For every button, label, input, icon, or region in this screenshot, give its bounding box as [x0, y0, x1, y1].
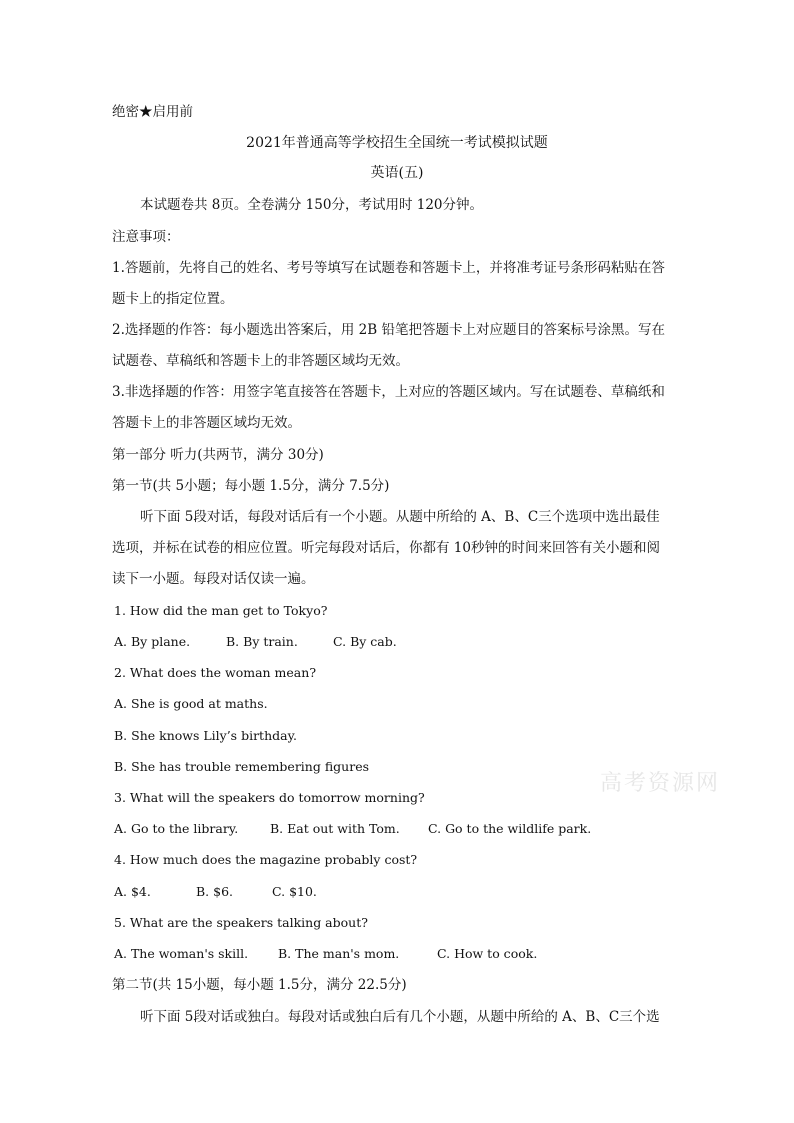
question-stem: 5. What are the speakers talking about? [114, 915, 368, 930]
section1-instructions-cont2: 读下一小题。每段对话仅读一遍。 [112, 571, 315, 587]
option-c: C. By cab. [333, 634, 397, 649]
notice-item-2: 2.选择题的作答：每小题选出答案后，用 2B 铅笔把答题卡上对应题目的答案标号涂黑。写在 [112, 322, 665, 338]
option-b: B. The man's mom. [278, 946, 400, 961]
option-a: A. She is good at maths. [114, 696, 268, 711]
option-c: C. How to cook. [437, 946, 538, 961]
question-stem: 1. How did the man get to Tokyo? [114, 603, 328, 618]
option-a: A. The woman's skill. [114, 946, 249, 961]
question-stem: 3. What will the speakers do tomorrow morning? [114, 790, 425, 805]
option-b: B. Eat out with Tom. [270, 821, 400, 836]
secret-label: 绝密★启用前 [112, 104, 193, 120]
option-c: C. Go to the wildlife park. [428, 821, 592, 836]
option-a: A. $4. [114, 884, 151, 899]
notice-item-3: 3.非选择题的作答：用签字笔直接答在答题卡，上对应的答题区域内。写在试题卷、草稿纸和 [112, 384, 665, 400]
option-c: B. She has trouble remembering figures [114, 759, 370, 774]
section1-instructions: 听下面 5段对话，每段对话后有一个小题。从题中所给的 A、B、C三个选项中选出最佳 [140, 509, 660, 525]
part1-heading: 第一部分 听力(共两节，满分 30分) [112, 447, 324, 463]
notice-item-3-cont: 答题卡上的非答题区域均无效。 [112, 415, 301, 431]
subject-title: 英语(五) [370, 165, 424, 181]
option-b: B. By train. [226, 634, 298, 649]
watermark: 高考资源网 [600, 771, 721, 796]
notice-item-1: 1.答题前，先将自己的姓名、考号等填写在试题卷和答题卡上，并将准考证号条形码粘贴在答 [112, 260, 665, 276]
notice-heading: 注意事项： [112, 229, 180, 245]
notice-item-1-cont: 题卡上的指定位置。 [112, 291, 234, 307]
option-b: B. $6. [196, 884, 234, 899]
intro-text: 本试题卷共 8页。全卷满分 150分，考试用时 120分钟。 [140, 197, 483, 213]
option-c: C. $10. [272, 884, 317, 899]
option-b: B. She knows Lily’s birthday. [114, 728, 297, 743]
section2-heading: 第二节(共 15小题，每小题 1.5分，满分 22.5分) [112, 977, 407, 993]
notice-item-2-cont: 试题卷、草稿纸和答题卡上的非答题区域均无效。 [112, 353, 409, 369]
exam-title: 2021年普通高等学校招生全国统一考试模拟试题 [246, 135, 548, 151]
section2-instructions: 听下面 5段对话或独白。每段对话或独白后有几个小题，从题中所给的 A、B、C三个选 [140, 1009, 660, 1025]
option-a: A. By plane. [114, 634, 191, 649]
section1-heading: 第一节(共 5小题；每小题 1.5分，满分 7.5分) [112, 478, 390, 494]
section1-instructions-cont: 选项，并标在试卷的相应位置。听完每段对话后，你都有 10秒钟的时间来回答有关小题和阅 [112, 540, 660, 556]
option-a: A. Go to the library. [114, 821, 239, 836]
question-stem: 2. What does the woman mean? [114, 665, 317, 680]
question-stem: 4. How much does the magazine probably cost? [114, 852, 418, 867]
